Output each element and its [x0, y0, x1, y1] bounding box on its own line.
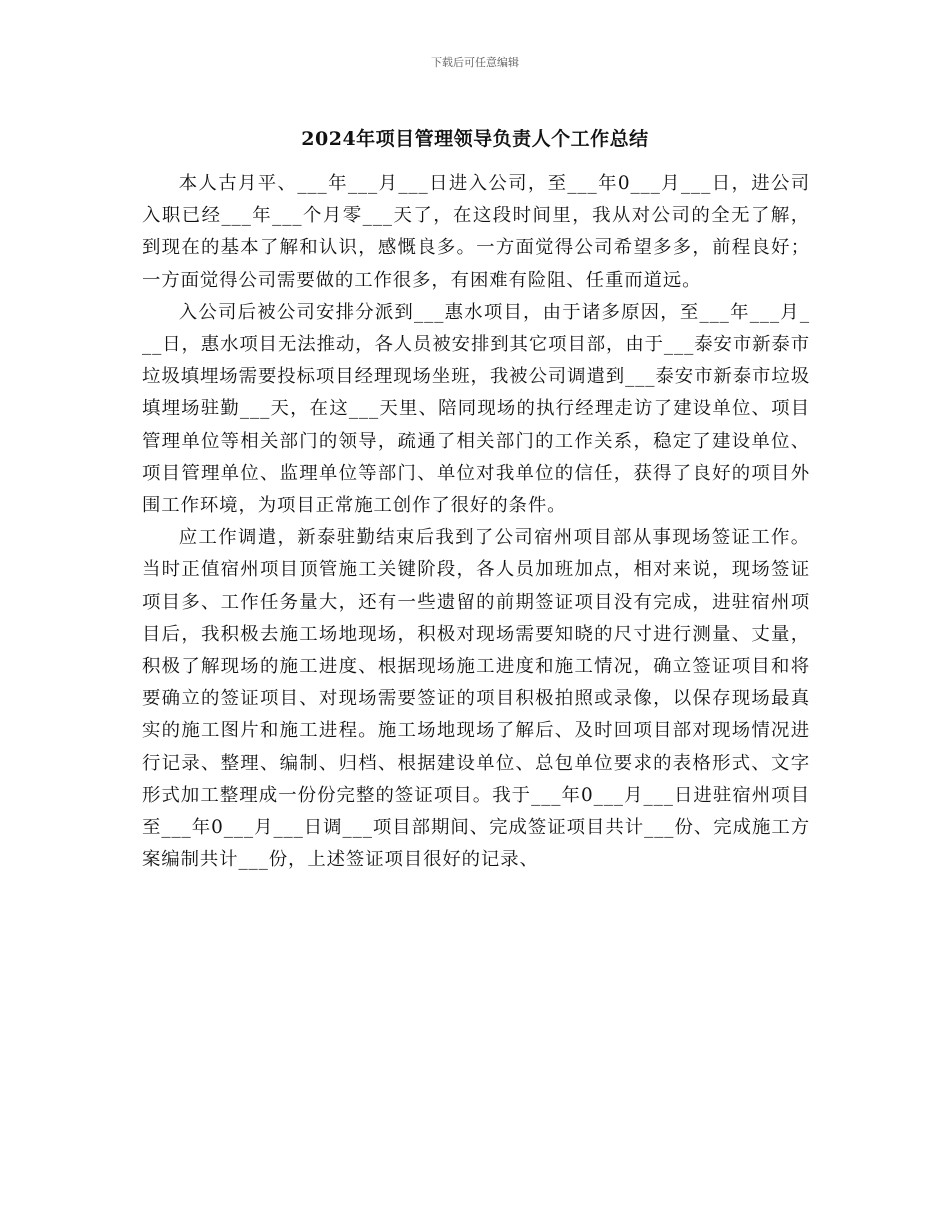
page-header-note: 下载后可任意编辑 [431, 56, 519, 69]
paragraph-2: 入公司后被公司安排分派到___惠水项目，由于诸多原因，至___年___月___日，惠水项目无法推动，各人员被安排到其它项目部，由于___泰安市新泰市垃圾填埋场需要投标项目经理现场坐班，我被公司调遣到___泰安市新泰市垃圾填埋场驻勤___天，在这___天里、陪同现场的执行经理走访了建设单位、项目管理单位等相关部门的领导，疏通了相关部门的工作关系，稳定了建设单位、项目管理单位、监理单位等部门、单位对我单位的信任，获得了良好的项目外围工作环境，为项目正常施工创作了很好的条件。 [142, 301, 810, 517]
paragraph-3: 应工作调遣，新泰驻勤结束后我到了公司宿州项目部从事现场签证工作。当时正值宿州项目顶管施工关键阶段，各人员加班加点，相对来说，现场签证项目多、工作任务量大，还有一些遗留的前期签证项目没有完成，进驻宿州项目后，我积极去施工场地现场，积极对现场需要知晓的尺寸进行测量、丈量，积极了解现场的施工进度、根据现场施工进度和施工情况，确立签证项目和将要确立的签证项目、对现场需要签证的项目积极拍照或录像，以保存现场最真实的施工图片和施工进程。施工场地现场了解后、及时回项目部对现场情况进行记录、整理、编制、归档、根据建设单位、总包单位要求的表格形式、文字形式加工整理成一份份完整的签证项目。我于___年0___月___日进驻宿州项目至___年0___月___日调___项目部期间、完成签证项目共计___份、完成施工方案编制共计___份，上述签证项目很好的记录、 [142, 527, 810, 871]
document-title: 2024年项目管理领导负责人个工作总结 [301, 128, 649, 150]
document-body [142, 168, 810, 876]
paragraph-1: 本人古月平、___年___月___日进入公司，至___年0___月___日，进公司入职已经___年___个月零___天了，在这段时间里，我从对公司的全无了解，到现在的基本了解和认识，感慨良多。一方面觉得公司希望多多，前程良好；一方面觉得公司需要做的工作很多，有困难有险阻、任重而道远。 [142, 173, 810, 291]
